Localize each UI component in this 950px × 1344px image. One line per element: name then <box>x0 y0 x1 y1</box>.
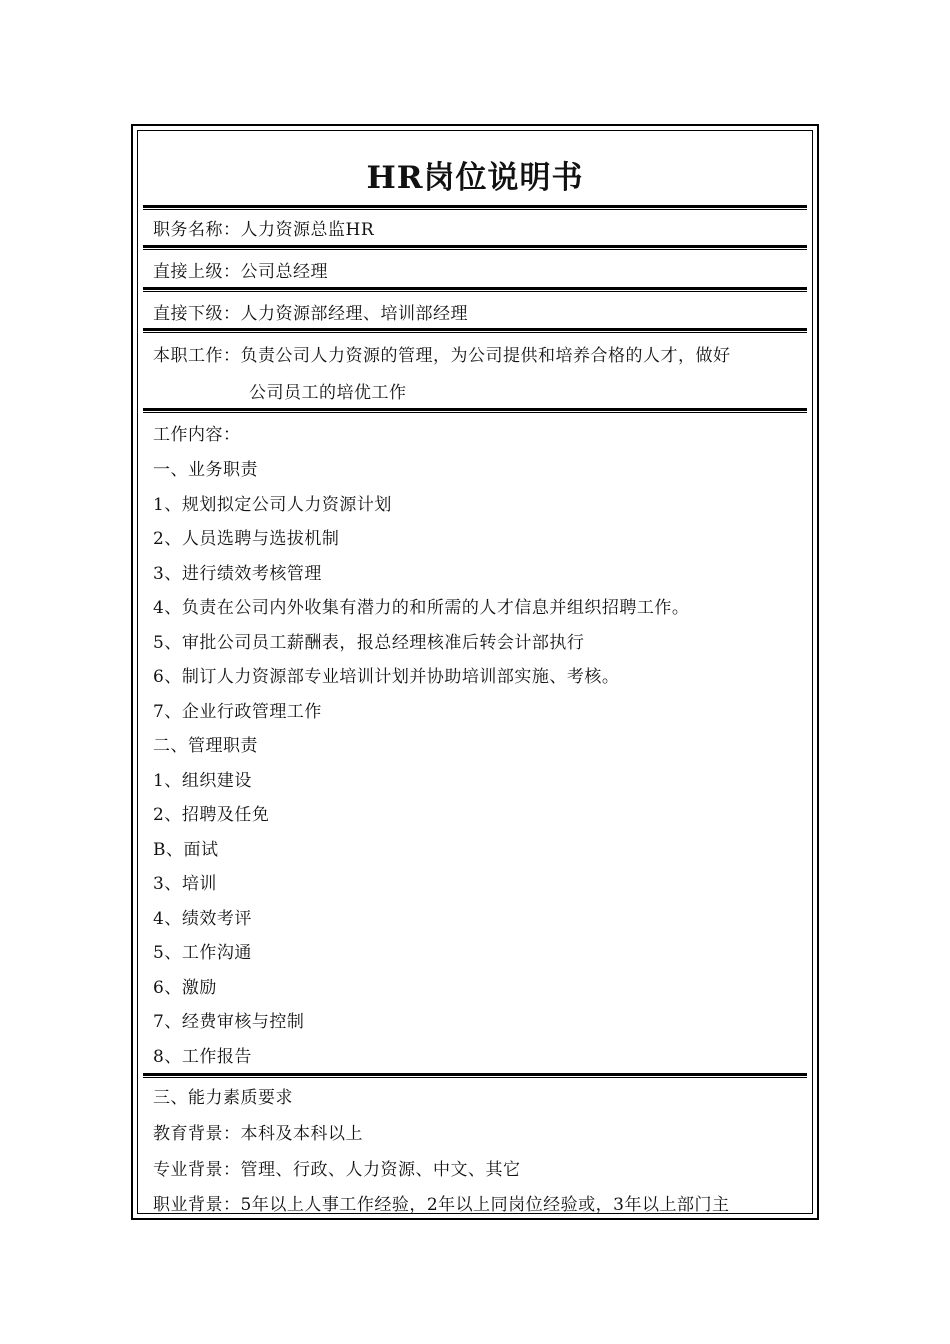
content-line: 8、工作报告 <box>153 1046 252 1067</box>
content-line: 一、业务职责 <box>153 460 258 480</box>
content-line: 6、激励 <box>153 977 217 998</box>
row-divider <box>143 1073 807 1078</box>
content-line: 7、企业行政管理工作 <box>153 701 322 722</box>
requirements-heading: 三、能力素质要求 <box>153 1088 293 1108</box>
content-line: 1、组织建设 <box>153 770 252 791</box>
direct-subordinates: 直接下级：人力资源部经理、培训部经理 <box>153 304 468 324</box>
main-duty-line-1: 本职工作：负责公司人力资源的管理，为公司提供和培养合格的人才，做好 <box>153 346 731 366</box>
content-line: 3、进行绩效考核管理 <box>153 563 322 584</box>
main-duty-line-2: 公司员工的培优工作 <box>249 383 407 403</box>
content-line: 2、招聘及任免 <box>153 805 270 825</box>
row-divider <box>143 245 807 250</box>
content-line: 5、工作沟通 <box>153 943 252 963</box>
content-heading: 工作内容： <box>153 425 241 445</box>
row-divider <box>143 408 807 413</box>
direct-supervisor: 直接上级：公司总经理 <box>153 262 328 282</box>
content-line: 二、管理职责 <box>153 736 258 756</box>
row-divider <box>143 328 807 333</box>
content-line: 1、规划拟定公司人力资源计划 <box>153 494 392 515</box>
career-background: 职业背景：5年以上人事工作经验，2年以上同岗位经验或，3年以上部门主 <box>153 1195 730 1215</box>
content-line: 2、人员选聘与选拔机制 <box>153 529 340 549</box>
content-line: B、面试 <box>153 839 219 860</box>
document-title: HR岗位说明书 <box>366 160 584 196</box>
content-line: 4、绩效考评 <box>153 908 252 929</box>
education-background: 教育背景：本科及本科以上 <box>153 1124 363 1144</box>
row-divider <box>143 287 807 292</box>
content-line: 3、培训 <box>153 874 217 894</box>
row-divider <box>143 205 807 210</box>
major-background: 专业背景：管理、行政、人力资源、中文、其它 <box>153 1160 521 1180</box>
content-line: 7、经费审核与控制 <box>153 1012 305 1032</box>
job-name: 职务名称：人力资源总监HR <box>153 220 375 240</box>
content-line: 5、审批公司员工薪酬表，报总经理核准后转会计部执行 <box>153 632 585 653</box>
content-line: 6、制订人力资源部专业培训计划并协助培训部实施、考核。 <box>153 667 620 687</box>
content-line: 4、负责在公司内外收集有潜力的和所需的人才信息并组织招聘工作。 <box>153 598 690 618</box>
